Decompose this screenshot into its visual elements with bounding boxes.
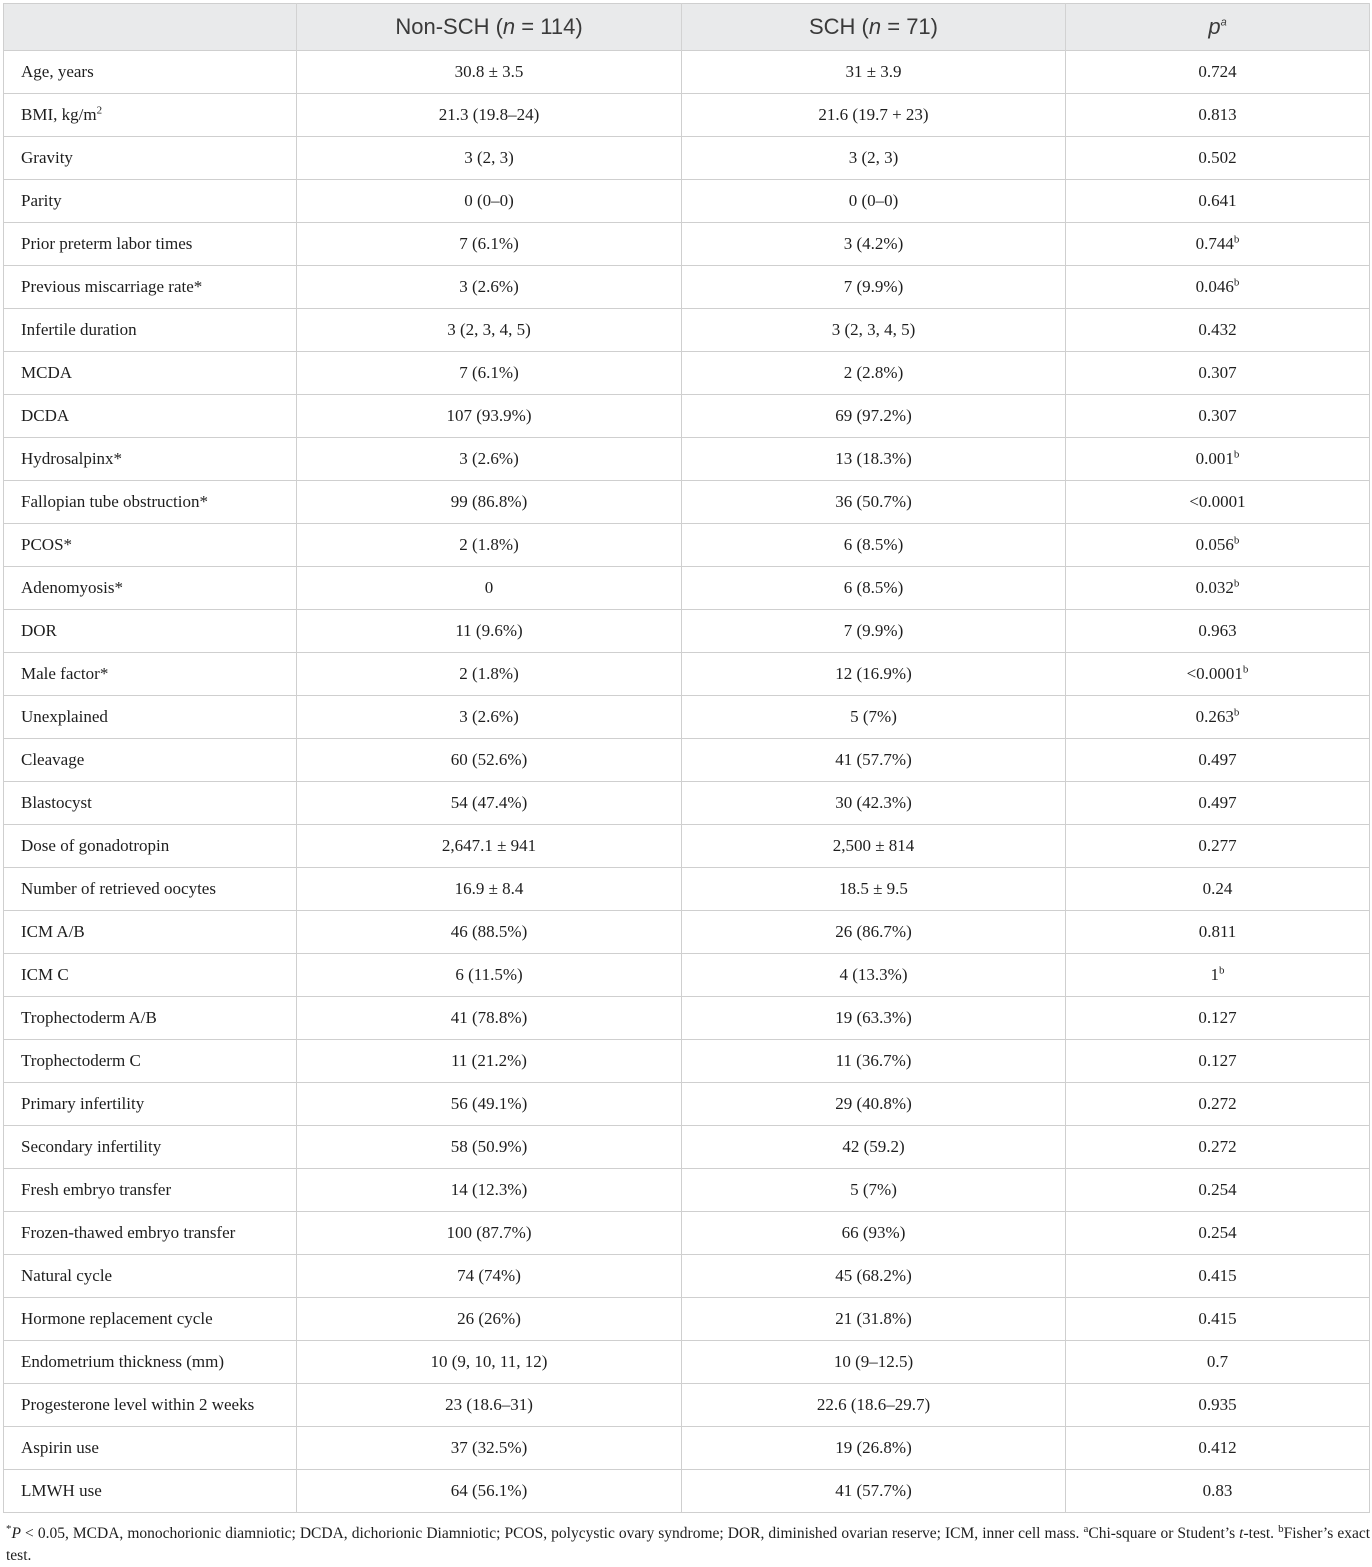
row-label: ICM C <box>4 954 297 997</box>
sch-value: 3 (4.2%) <box>682 223 1066 266</box>
p-value: <0.0001 <box>1066 481 1370 524</box>
header-non-sch: Non-SCH (n = 114) <box>297 4 682 51</box>
table-row <box>4 51 1370 94</box>
table-row <box>4 1040 1370 1083</box>
non-sch-value: 7 (6.1%) <box>297 223 682 266</box>
sch-value: 19 (26.8%) <box>682 1427 1066 1470</box>
table-row <box>4 567 1370 610</box>
table-row <box>4 1470 1370 1513</box>
p-value: 0.415 <box>1066 1255 1370 1298</box>
baseline-characteristics-table <box>3 3 1370 1513</box>
p-value: 0.813 <box>1066 94 1370 137</box>
row-label: Dose of gonadotropin <box>4 825 297 868</box>
table-row <box>4 911 1370 954</box>
p-value: 0.83 <box>1066 1470 1370 1513</box>
row-label: Adenomyosis* <box>4 567 297 610</box>
non-sch-value: 3 (2.6%) <box>297 266 682 309</box>
row-label: Gravity <box>4 137 297 180</box>
p-value: 0.046$^b$ <box>1066 266 1370 309</box>
row-label: Male factor* <box>4 653 297 696</box>
p-value: 0.263$^b$ <box>1066 696 1370 739</box>
table-row <box>4 395 1370 438</box>
row-label: Progesterone level within 2 weeks <box>4 1384 297 1427</box>
non-sch-value: 107 (93.9%) <box>297 395 682 438</box>
table-row <box>4 1255 1370 1298</box>
p-value: 0.254 <box>1066 1212 1370 1255</box>
sch-value: 26 (86.7%) <box>682 911 1066 954</box>
sch-value: 6 (8.5%) <box>682 524 1066 567</box>
table-row <box>4 1083 1370 1126</box>
row-label: Fresh embryo transfer <box>4 1169 297 1212</box>
p-value: 0.307 <box>1066 352 1370 395</box>
p-value: 0.497 <box>1066 782 1370 825</box>
row-label: Previous miscarriage rate* <box>4 266 297 309</box>
row-label: DOR <box>4 610 297 653</box>
non-sch-value: 21.3 (19.8–24) <box>297 94 682 137</box>
row-label: Number of retrieved oocytes <box>4 868 297 911</box>
non-sch-value: 2 (1.8%) <box>297 524 682 567</box>
sch-value: 3 (2, 3) <box>682 137 1066 180</box>
sch-value: 19 (63.3%) <box>682 997 1066 1040</box>
sch-value: 0 (0–0) <box>682 180 1066 223</box>
non-sch-value: 26 (26%) <box>297 1298 682 1341</box>
non-sch-value: 3 (2.6%) <box>297 696 682 739</box>
sch-value: 42 (59.2) <box>682 1126 1066 1169</box>
row-label: DCDA <box>4 395 297 438</box>
non-sch-value: 99 (86.8%) <box>297 481 682 524</box>
table-row <box>4 1212 1370 1255</box>
sch-value: 5 (7%) <box>682 1169 1066 1212</box>
row-label: Age, years <box>4 51 297 94</box>
p-value: 0.935 <box>1066 1384 1370 1427</box>
sch-value: 7 (9.9%) <box>682 266 1066 309</box>
table-row <box>4 94 1370 137</box>
non-sch-value: 37 (32.5%) <box>297 1427 682 1470</box>
row-label: ICM A/B <box>4 911 297 954</box>
table-row <box>4 696 1370 739</box>
row-label: Blastocyst <box>4 782 297 825</box>
non-sch-value: 2,647.1 ± 941 <box>297 825 682 868</box>
p-value: 0.24 <box>1066 868 1370 911</box>
row-label: Cleavage <box>4 739 297 782</box>
p-value: 0.497 <box>1066 739 1370 782</box>
row-label: Trophectoderm A/B <box>4 997 297 1040</box>
p-value: 0.963 <box>1066 610 1370 653</box>
p-value: 0.272 <box>1066 1126 1370 1169</box>
non-sch-value: 58 (50.9%) <box>297 1126 682 1169</box>
p-value: 0.056$^b$ <box>1066 524 1370 567</box>
p-value: 0.7 <box>1066 1341 1370 1384</box>
p-value: 0.127 <box>1066 997 1370 1040</box>
table-row <box>4 782 1370 825</box>
sch-value: 21.6 (19.7 + 23) <box>682 94 1066 137</box>
p-value: 0.032$^b$ <box>1066 567 1370 610</box>
sch-value: 41 (57.7%) <box>682 1470 1066 1513</box>
sch-value: 36 (50.7%) <box>682 481 1066 524</box>
sch-value: 2,500 ± 814 <box>682 825 1066 868</box>
sch-value: 2 (2.8%) <box>682 352 1066 395</box>
table-row <box>4 1298 1370 1341</box>
non-sch-value: 2 (1.8%) <box>297 653 682 696</box>
p-value: 0.277 <box>1066 825 1370 868</box>
table-row <box>4 481 1370 524</box>
sch-value: 29 (40.8%) <box>682 1083 1066 1126</box>
table-footnote: *P < 0.05, MCDA, monochorionic diamniotic; DCDA, dichorionic Diamniotic; PCOS, polycystic ovary syndrome; DOR, diminished ovarian reserve; ICM, inner cell mass. $^a$Chi-square or Student’s t-test. $^b$Fisher’s exact test. <box>6 1522 1371 1564</box>
non-sch-value: 3 (2.6%) <box>297 438 682 481</box>
p-value: 0.432 <box>1066 309 1370 352</box>
table-row <box>4 352 1370 395</box>
table-row <box>4 309 1370 352</box>
table-row <box>4 1427 1370 1470</box>
non-sch-value: 74 (74%) <box>297 1255 682 1298</box>
p-value: 0.724 <box>1066 51 1370 94</box>
sch-value: 21 (31.8%) <box>682 1298 1066 1341</box>
table-row <box>4 653 1370 696</box>
header-label <box>4 4 297 51</box>
non-sch-value: 11 (21.2%) <box>297 1040 682 1083</box>
sch-value: 30 (42.3%) <box>682 782 1066 825</box>
non-sch-value: 23 (18.6–31) <box>297 1384 682 1427</box>
p-value: 0.001$^b$ <box>1066 438 1370 481</box>
sch-value: 3 (2, 3, 4, 5) <box>682 309 1066 352</box>
row-label: Fallopian tube obstruction* <box>4 481 297 524</box>
sch-value: 31 ± 3.9 <box>682 51 1066 94</box>
table-row <box>4 1384 1370 1427</box>
sch-value: 41 (57.7%) <box>682 739 1066 782</box>
p-value: 0.744$^b$ <box>1066 223 1370 266</box>
table-row <box>4 1169 1370 1212</box>
row-label: Prior preterm labor times <box>4 223 297 266</box>
table-row <box>4 997 1370 1040</box>
table-row <box>4 266 1370 309</box>
p-value: 0.272 <box>1066 1083 1370 1126</box>
non-sch-value: 3 (2, 3, 4, 5) <box>297 309 682 352</box>
sch-value: 11 (36.7%) <box>682 1040 1066 1083</box>
table-row <box>4 1341 1370 1384</box>
row-label: Hormone replacement cycle <box>4 1298 297 1341</box>
table-row <box>4 524 1370 567</box>
table-row <box>4 954 1370 997</box>
sch-value: 22.6 (18.6–29.7) <box>682 1384 1066 1427</box>
sch-value: 18.5 ± 9.5 <box>682 868 1066 911</box>
row-label: Endometrium thickness (mm) <box>4 1341 297 1384</box>
row-label: Unexplained <box>4 696 297 739</box>
row-label: Natural cycle <box>4 1255 297 1298</box>
row-label: Parity <box>4 180 297 223</box>
non-sch-value: 14 (12.3%) <box>297 1169 682 1212</box>
non-sch-value: 64 (56.1%) <box>297 1470 682 1513</box>
header-p-value: $p^a$ <box>1066 4 1370 51</box>
p-value: 0.307 <box>1066 395 1370 438</box>
row-label: Trophectoderm C <box>4 1040 297 1083</box>
p-value: <0.0001$^b$ <box>1066 653 1370 696</box>
header-row <box>4 4 1370 51</box>
row-label: LMWH use <box>4 1470 297 1513</box>
non-sch-value: 0 <box>297 567 682 610</box>
sch-value: 12 (16.9%) <box>682 653 1066 696</box>
row-label: BMI, $kg/m^2$ <box>4 94 297 137</box>
table-container <box>3 3 1369 1567</box>
non-sch-value: 41 (78.8%) <box>297 997 682 1040</box>
row-label: Infertile duration <box>4 309 297 352</box>
table-row <box>4 868 1370 911</box>
table-row <box>4 438 1370 481</box>
p-value: 0.412 <box>1066 1427 1370 1470</box>
sch-value: 4 (13.3%) <box>682 954 1066 997</box>
p-value: 1$^b$ <box>1066 954 1370 997</box>
non-sch-value: 54 (47.4%) <box>297 782 682 825</box>
non-sch-value: 11 (9.6%) <box>297 610 682 653</box>
sch-value: 45 (68.2%) <box>682 1255 1066 1298</box>
table-row <box>4 137 1370 180</box>
non-sch-value: 56 (49.1%) <box>297 1083 682 1126</box>
table-row <box>4 223 1370 266</box>
non-sch-value: 30.8 ± 3.5 <box>297 51 682 94</box>
p-value: 0.811 <box>1066 911 1370 954</box>
p-value: 0.502 <box>1066 137 1370 180</box>
row-label: Hydrosalpinx* <box>4 438 297 481</box>
table-row <box>4 610 1370 653</box>
row-label: PCOS* <box>4 524 297 567</box>
non-sch-value: 3 (2, 3) <box>297 137 682 180</box>
non-sch-value: 0 (0–0) <box>297 180 682 223</box>
sch-value: 10 (9–12.5) <box>682 1341 1066 1384</box>
table-row <box>4 180 1370 223</box>
row-label: Secondary infertility <box>4 1126 297 1169</box>
table-body <box>4 51 1370 1513</box>
sch-value: 7 (9.9%) <box>682 610 1066 653</box>
non-sch-value: 7 (6.1%) <box>297 352 682 395</box>
sch-value: 66 (93%) <box>682 1212 1066 1255</box>
non-sch-value: 16.9 ± 8.4 <box>297 868 682 911</box>
p-value: 0.127 <box>1066 1040 1370 1083</box>
row-label: Frozen-thawed embryo transfer <box>4 1212 297 1255</box>
non-sch-value: 100 (87.7%) <box>297 1212 682 1255</box>
non-sch-value: 6 (11.5%) <box>297 954 682 997</box>
sch-value: 69 (97.2%) <box>682 395 1066 438</box>
sch-value: 5 (7%) <box>682 696 1066 739</box>
sch-value: 6 (8.5%) <box>682 567 1066 610</box>
non-sch-value: 46 (88.5%) <box>297 911 682 954</box>
row-label: MCDA <box>4 352 297 395</box>
p-value: 0.641 <box>1066 180 1370 223</box>
p-value: 0.415 <box>1066 1298 1370 1341</box>
non-sch-value: 60 (52.6%) <box>297 739 682 782</box>
p-value: 0.254 <box>1066 1169 1370 1212</box>
table-row <box>4 1126 1370 1169</box>
row-label: Primary infertility <box>4 1083 297 1126</box>
header-sch: SCH (n = 71) <box>682 4 1066 51</box>
row-label: Aspirin use <box>4 1427 297 1470</box>
sch-value: 13 (18.3%) <box>682 438 1066 481</box>
table-row <box>4 739 1370 782</box>
table-row <box>4 825 1370 868</box>
non-sch-value: 10 (9, 10, 11, 12) <box>297 1341 682 1384</box>
